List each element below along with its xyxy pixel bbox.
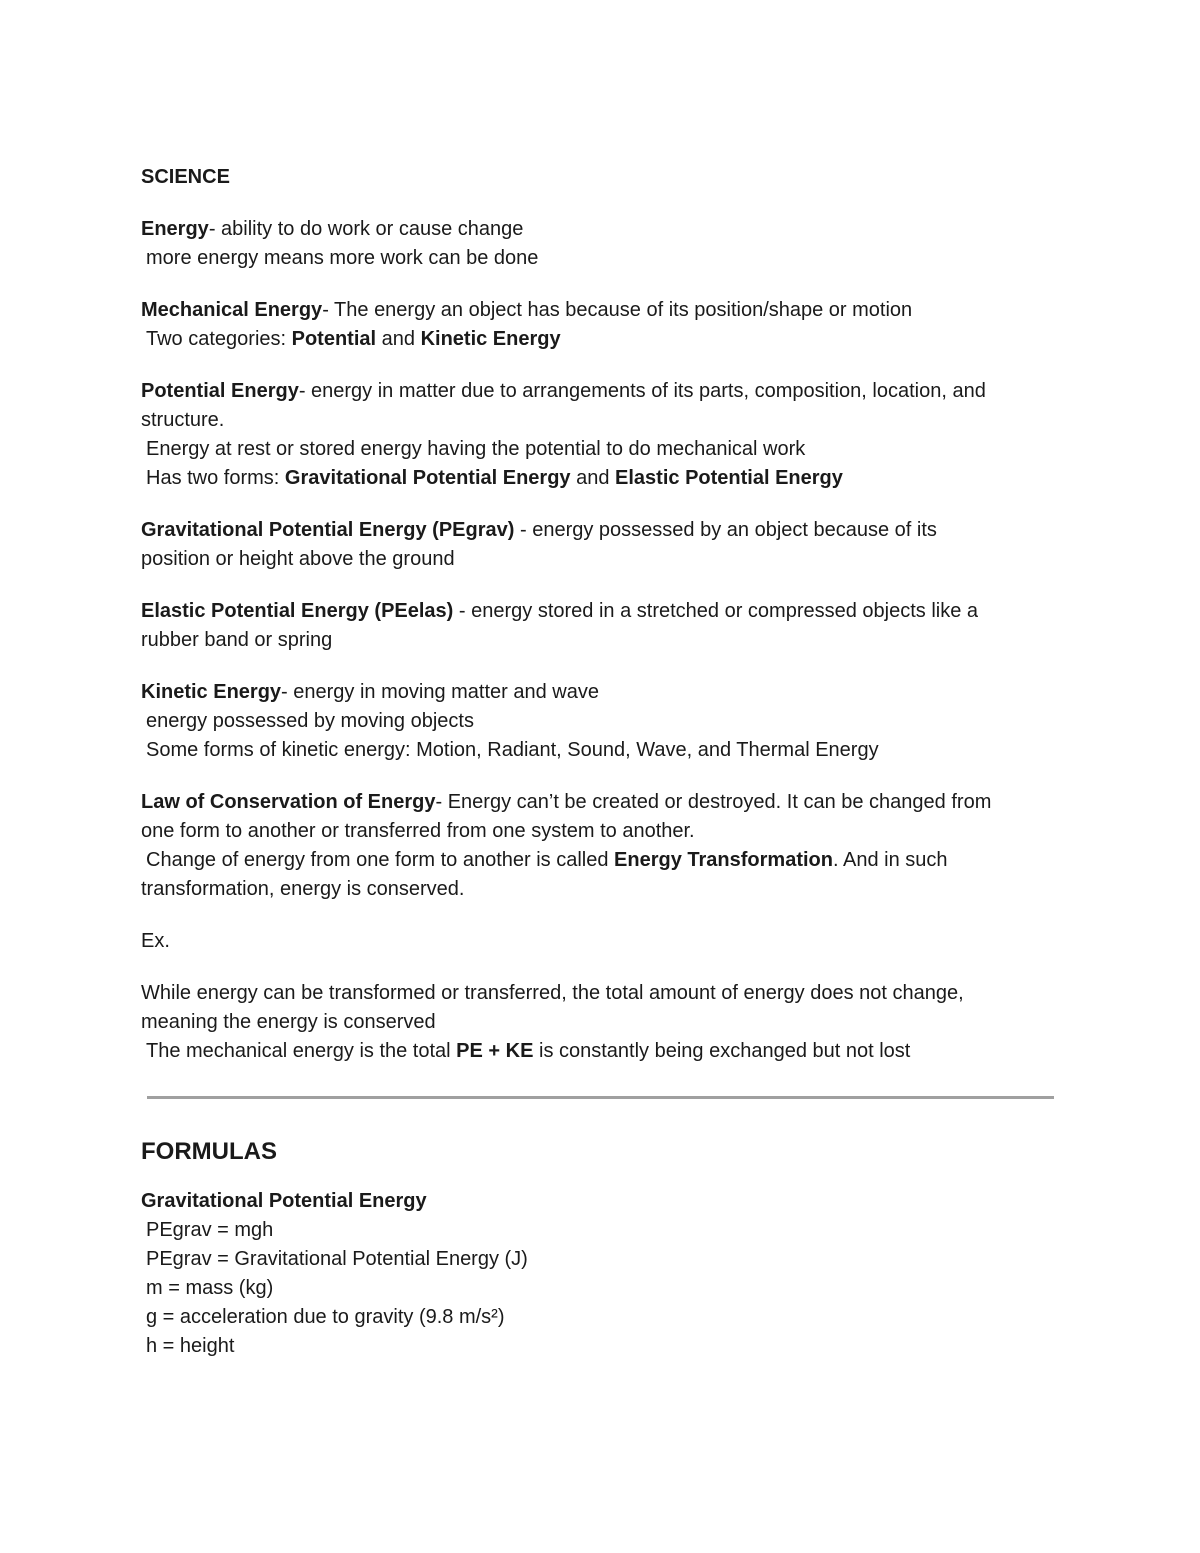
- term-gravitational-pe: Gravitational Potential Energy (PEgrav): [141, 519, 515, 541]
- mechanical-categories: Two categories: Potential and Kinetic Energy: [146, 328, 561, 350]
- term-kinetic-energy: Kinetic Energy: [141, 681, 282, 703]
- law-transformation: Change of energy from one form to another is called Energy Transformation. And in such: [146, 849, 948, 871]
- energy-def: - ability to do work or cause change: [208, 218, 524, 240]
- term-conservation-law: Law of Conservation of Energy: [141, 791, 436, 813]
- formula-line: m = mass (kg): [146, 1277, 274, 1299]
- example-label: Ex.: [141, 930, 170, 952]
- formula-line: h = height: [146, 1335, 235, 1357]
- elastic-def2: rubber band or spring: [141, 629, 333, 651]
- term-energy: Energy: [141, 218, 209, 240]
- section-title-formulas: FORMULAS: [141, 1138, 277, 1165]
- formula-line: PEgrav = Gravitational Potential Energy (J): [146, 1248, 528, 1270]
- closing-line2: meaning the energy is conserved: [141, 1011, 436, 1033]
- kinetic-line3: Some forms of kinetic energy: Motion, Radiant, Sound, Wave, and Thermal Energy: [146, 739, 879, 761]
- mechanical-energy-definition: [141, 296, 1081, 354]
- formula-line: g = acceleration due to gravity (9.8 m/s²): [146, 1306, 505, 1328]
- law-def2: one form to another or transferred from one system to another.: [141, 820, 695, 842]
- potential-line3: Energy at rest or stored energy having the potential to do mechanical work: [146, 438, 806, 460]
- elastic-def: - energy stored in a stretched or compressed objects like a: [453, 600, 979, 622]
- law-line4: transformation, energy is conserved.: [141, 878, 465, 900]
- closing-line3: The mechanical energy is the total PE + KE is constantly being exchanged but not lost: [146, 1040, 911, 1062]
- horizontal-divider: [147, 1096, 1054, 1099]
- closing-line1: While energy can be transformed or transferred, the total amount of energy does not change,: [141, 982, 964, 1004]
- elastic-pe-definition: [141, 597, 1081, 655]
- energy-definition: [141, 215, 1081, 273]
- energy-line2: more energy means more work can be done: [146, 247, 539, 269]
- law-def: - Energy can’t be created or destroyed. It can be changed from: [435, 791, 992, 813]
- term-elastic-pe: Elastic Potential Energy (PEelas): [141, 600, 454, 622]
- kinetic-line2: energy possessed by moving objects: [146, 710, 474, 732]
- potential-def2: structure.: [141, 409, 225, 431]
- document-content: [141, 163, 1081, 1361]
- formula-heading-gpe: Gravitational Potential Energy: [141, 1190, 427, 1212]
- term-mechanical-energy: Mechanical Energy: [141, 299, 323, 321]
- formula-line: PEgrav = mgh: [146, 1219, 274, 1241]
- potential-forms: Has two forms: Gravitational Potential Energy and Elastic Potential Energy: [146, 467, 843, 489]
- gpe-formula-block: [141, 1187, 1081, 1361]
- kinetic-energy-definition: [141, 678, 1081, 765]
- closing-paragraph: [141, 979, 1081, 1066]
- gravitational-pe-definition: [141, 516, 1081, 574]
- term-potential-energy: Potential Energy: [141, 380, 299, 402]
- kinetic-def: - energy in moving matter and wave: [281, 681, 599, 703]
- section-title-science: SCIENCE: [141, 166, 230, 188]
- potential-energy-definition: [141, 377, 1081, 493]
- grav-def: - energy possessed by an object because of its: [514, 519, 937, 541]
- grav-def2: position or height above the ground: [141, 548, 455, 570]
- mechanical-def: - The energy an object has because of its position/shape or motion: [322, 299, 913, 321]
- conservation-law-definition: [141, 788, 1081, 904]
- potential-def: - energy in matter due to arrangements of its parts, composition, location, and: [298, 380, 986, 402]
